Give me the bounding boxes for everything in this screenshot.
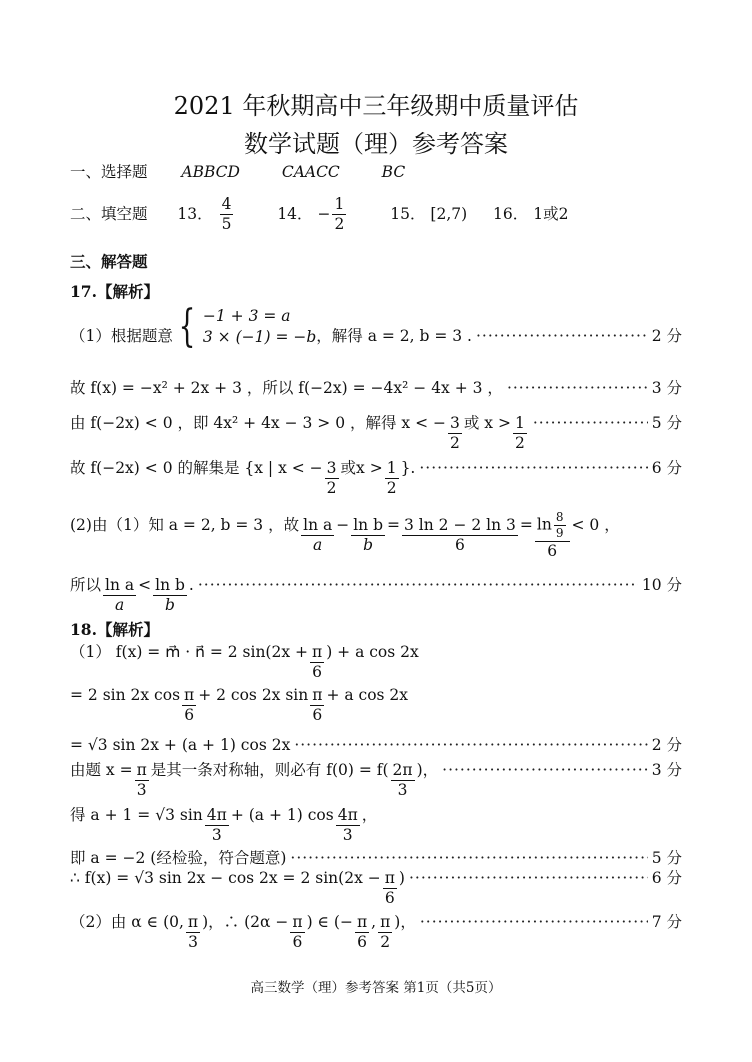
score: 6 分 [651,869,682,887]
p17-line6: 所以 $\frac{\text{ln a}}{a}$ < $\frac{\text{ln b}}{b}$ . ····· 10 分 [70,573,682,616]
equation-system: { −1 + 3 = a 3 × (−1) = −b [178,301,317,352]
p18-line5: 得 a + 1 = √3 sin $\frac{4\pi}{3}$ + (a + 1) cos $\frac{4\pi}{3}$ ， [70,806,378,845]
p18-line1: （1） f(x) = m⃗ · n⃗ = 2 sin(2x + $\frac{\pi}{6}$ ) + a cos 2x [70,643,419,682]
score: 5 分 [651,414,682,432]
section3-label: 三、解答题 [70,252,148,271]
q14-sign: − [317,204,331,223]
q15-label: 15． [390,204,426,223]
choice-group-1: ABBCD [181,163,240,181]
section1-label: 一、选择题 [70,163,148,181]
page-subtitle: 数学试题（理）参考答案 [244,130,508,158]
fill-in-answers [70,195,682,235]
q15-answer: [2,7) [430,204,468,223]
p17-line3: 由 f(−2x) < 0 ，即 4x² + 4x − 3 > 0 ，解得 x < − $\frac{3}{2}$ 或 x > $\frac{1}{2}$ ····· 5 分 [70,411,682,454]
problem17-heading: 17.【解析】 [70,282,159,301]
p17-line4: 故 f(−2x) < 0 的解集是 {x | x < − $\frac{3}{2}$ 或x > $\frac{1}{2}$ }. ····· 6 分 [70,456,682,499]
score: 3 分 [651,379,682,397]
choice-group-3: BC [381,163,406,181]
page-footer: 高三数学（理）参考答案 第1页（共5页） [250,980,502,996]
p18-line8: （2）由 α ∈ (0, $\frac{\pi}{3}$ )，∴ (2α − $\frac{\pi}{6}$ ) ∈ (− $\frac{\pi}{6}$ , $\frac{\pi}{2}$ )， ····· 7 分 [70,910,682,953]
section2-label: 二、填空题 [70,204,148,223]
p17-line1: （1）根据题意 { −1 + 3 = a 3 × (−1) = −b ，解得 a = 2, b = 3 . ····· 2 分 [70,305,682,349]
p17-line5: (2)由（1）知 a = 2, b = 3 ，故 $\frac{\text{ln a}}{a}$ − $\frac{\text{ln b}}{b}$ = $\frac{3 \ln 2 - 2 \ln 3}{6}$ = ln $\frac{8}{9}$ 6 < 0 ， [70,510,620,560]
page-title: 2021 年秋期高中三年级期中质量评估 [173,92,579,120]
q14-answer: $\frac{1}{2}$ [334,195,345,234]
p17-line2: 故 f(x) = −x² + 2x + 3 ，所以 f(−2x) = −4x² − 4x + 3 ， ····· 3 分 [70,376,682,398]
choice-answers [70,160,682,182]
q14-label: 14． [277,204,313,223]
p18-line2: = 2 sin 2x cos $\frac{\pi}{6}$ + 2 cos 2x sin $\frac{\pi}{6}$ + a cos 2x [70,686,409,725]
score: 7 分 [651,913,682,931]
score: 5 分 [651,849,682,867]
p18-line6: 即 a = −2 (经检验，符合题意) ····· 5 分 [70,846,682,868]
score: 2 分 [651,736,682,754]
p18-line3: = √3 sin 2x + (a + 1) cos 2x ····· 2 分 [70,733,682,755]
p18-line4: 由题 x = $\frac{\pi}{3}$ 是其一条对称轴，则必有 f(0) = f( $\frac{2\pi}{3}$ )， ····· 3 分 [70,758,682,801]
problem18-heading: 18.【解析】 [70,620,159,639]
score: 2 分 [651,327,682,345]
score: 3 分 [651,761,682,779]
p18-line7: ∴ f(x) = √3 sin 2x − cos 2x = 2 sin(2x − $\frac{\pi}{6}$ ) ····· 6 分 [70,866,682,909]
q13-label: 13． [177,204,213,223]
q13-answer: $\frac{4}{5}$ [221,195,232,234]
q16-label: 16． [493,204,529,223]
choice-group-2: CAACC [281,163,340,181]
score: 6 分 [651,459,682,477]
q16-answer: 1或2 [533,204,569,223]
score: 10 分 [641,576,682,594]
